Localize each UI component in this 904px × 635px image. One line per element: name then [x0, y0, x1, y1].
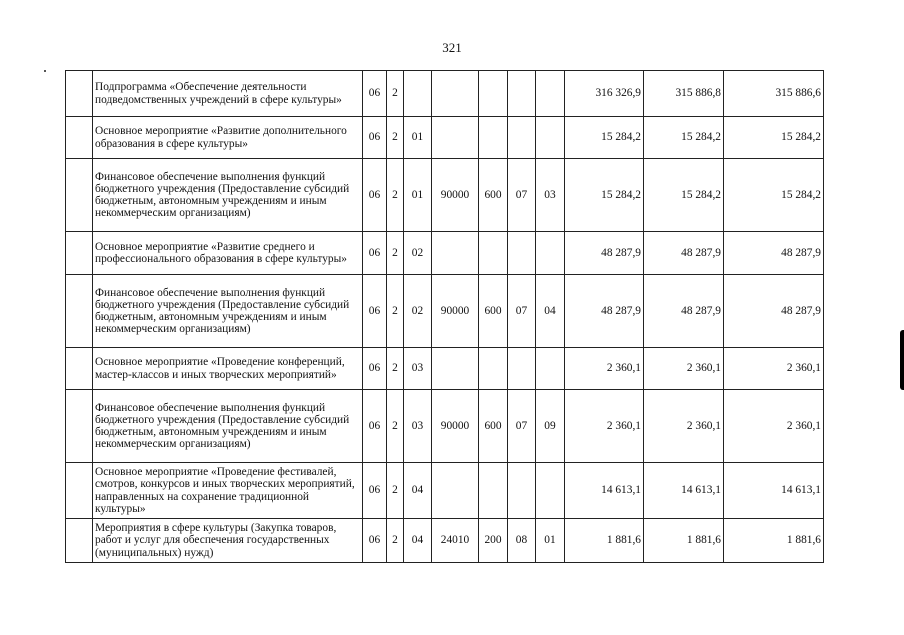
code-expense-type: 600 — [479, 275, 508, 348]
amount-year-2: 14 613,1 — [644, 463, 724, 519]
code-expense-type: 600 — [479, 159, 508, 232]
code-direction — [432, 232, 479, 275]
table-row — [66, 117, 824, 159]
code-subprogram: 2 — [387, 159, 404, 232]
code-direction — [432, 463, 479, 519]
table-row — [66, 275, 824, 348]
amount-year-1: 48 287,9 — [565, 275, 644, 348]
table-row — [66, 463, 824, 519]
amount-year-2: 15 284,2 — [644, 117, 724, 159]
table-row — [66, 390, 824, 463]
code-event: 02 — [404, 232, 432, 275]
amount-year-3: 15 284,2 — [724, 159, 824, 232]
code-subsection — [536, 232, 565, 275]
amount-year-2: 2 360,1 — [644, 348, 724, 390]
code-ministry: 06 — [363, 519, 387, 563]
code-subprogram: 2 — [387, 463, 404, 519]
row-marker-cell — [66, 232, 93, 275]
row-marker-cell — [66, 390, 93, 463]
code-section: 08 — [508, 519, 536, 563]
code-event: 04 — [404, 463, 432, 519]
row-marker-cell — [66, 159, 93, 232]
code-ministry: 06 — [363, 232, 387, 275]
code-ministry: 06 — [363, 275, 387, 348]
row-marker-cell — [66, 117, 93, 159]
code-direction — [432, 71, 479, 117]
row-marker-cell — [66, 348, 93, 390]
row-marker-cell — [66, 71, 93, 117]
code-expense-type: 200 — [479, 519, 508, 563]
code-expense-type — [479, 71, 508, 117]
code-expense-type — [479, 348, 508, 390]
code-section — [508, 71, 536, 117]
code-section: 07 — [508, 275, 536, 348]
code-subprogram: 2 — [387, 117, 404, 159]
code-event: 01 — [404, 159, 432, 232]
amount-year-2: 2 360,1 — [644, 390, 724, 463]
item-name: Основное мероприятие «Развитие среднего и профессионального образования в сфере культуры» — [93, 232, 363, 275]
code-event: 03 — [404, 390, 432, 463]
item-name: Основное мероприятие «Проведение фестивалей, смотров, конкурсов и иных творческих мероприятий, направленных на сохранение традиционной культуры» — [93, 463, 363, 519]
code-event: 03 — [404, 348, 432, 390]
item-name: Финансовое обеспечение выполнения функций бюджетного учреждения (Предоставление субсидий бюджетным, автономным учреждениям и иным некоммерческим организациям) — [93, 390, 363, 463]
code-expense-type: 600 — [479, 390, 508, 463]
code-subsection: 09 — [536, 390, 565, 463]
code-subsection: 04 — [536, 275, 565, 348]
item-name: Финансовое обеспечение выполнения функций бюджетного учреждения (Предоставление субсидий бюджетным, автономным учреждениям и иным некоммерческим организациям) — [93, 159, 363, 232]
code-subsection: 01 — [536, 519, 565, 563]
amount-year-3: 2 360,1 — [724, 390, 824, 463]
code-ministry: 06 — [363, 463, 387, 519]
code-event: 02 — [404, 275, 432, 348]
code-direction — [432, 117, 479, 159]
page-number: 321 — [442, 40, 462, 55]
item-name: Основное мероприятие «Развитие дополнительного образования в сфере культуры» — [93, 117, 363, 159]
code-subprogram: 2 — [387, 519, 404, 563]
amount-year-1: 2 360,1 — [565, 390, 644, 463]
code-direction: 24010 — [432, 519, 479, 563]
item-name: Мероприятия в сфере культуры (Закупка товаров, работ и услуг для обеспечения государственных (муниципальных) нужд) — [93, 519, 363, 563]
code-subprogram: 2 — [387, 275, 404, 348]
code-direction: 90000 — [432, 390, 479, 463]
amount-year-1: 15 284,2 — [565, 117, 644, 159]
code-ministry: 06 — [363, 390, 387, 463]
code-expense-type — [479, 232, 508, 275]
amount-year-3: 48 287,9 — [724, 232, 824, 275]
code-subsection: 03 — [536, 159, 565, 232]
amount-year-3: 315 886,6 — [724, 71, 824, 117]
code-section — [508, 117, 536, 159]
code-event: 04 — [404, 519, 432, 563]
amount-year-3: 2 360,1 — [724, 348, 824, 390]
code-subprogram: 2 — [387, 390, 404, 463]
code-subsection — [536, 463, 565, 519]
code-ministry: 06 — [363, 159, 387, 232]
code-direction: 90000 — [432, 159, 479, 232]
item-name: Подпрограмма «Обеспечение деятельности подведомственных учреждений в сфере культуры» — [93, 71, 363, 117]
item-name: Основное мероприятие «Проведение конференций, мастер-классов и иных творческих мероприятий» — [93, 348, 363, 390]
amount-year-2: 15 284,2 — [644, 159, 724, 232]
amount-year-1: 1 881,6 — [565, 519, 644, 563]
code-subprogram: 2 — [387, 71, 404, 117]
table-row — [66, 232, 824, 275]
table-row — [66, 71, 824, 117]
code-event — [404, 71, 432, 117]
table-row — [66, 348, 824, 390]
code-subsection — [536, 117, 565, 159]
code-section — [508, 463, 536, 519]
amount-year-3: 1 881,6 — [724, 519, 824, 563]
code-ministry: 06 — [363, 348, 387, 390]
amount-year-1: 2 360,1 — [565, 348, 644, 390]
code-direction: 90000 — [432, 275, 479, 348]
code-section: 07 — [508, 159, 536, 232]
amount-year-1: 316 326,9 — [565, 71, 644, 117]
code-expense-type — [479, 463, 508, 519]
scan-edge-artifact — [900, 330, 904, 390]
code-direction — [432, 348, 479, 390]
amount-year-3: 14 613,1 — [724, 463, 824, 519]
amount-year-2: 315 886,8 — [644, 71, 724, 117]
item-name: Финансовое обеспечение выполнения функций бюджетного учреждения (Предоставление субсидий бюджетным, автономным учреждениям и иным некоммерческим организациям) — [93, 275, 363, 348]
row-marker-cell — [66, 463, 93, 519]
table-row — [66, 519, 824, 563]
code-subprogram: 2 — [387, 348, 404, 390]
amount-year-3: 48 287,9 — [724, 275, 824, 348]
amount-year-2: 48 287,9 — [644, 275, 724, 348]
amount-year-1: 15 284,2 — [565, 159, 644, 232]
scan-artifact — [44, 70, 46, 72]
code-subsection — [536, 71, 565, 117]
amount-year-2: 1 881,6 — [644, 519, 724, 563]
amount-year-3: 15 284,2 — [724, 117, 824, 159]
code-section: 07 — [508, 390, 536, 463]
code-subprogram: 2 — [387, 232, 404, 275]
code-ministry: 06 — [363, 71, 387, 117]
amount-year-2: 48 287,9 — [644, 232, 724, 275]
row-marker-cell — [66, 275, 93, 348]
row-marker-cell — [66, 519, 93, 563]
code-subsection — [536, 348, 565, 390]
code-ministry: 06 — [363, 117, 387, 159]
code-event: 01 — [404, 117, 432, 159]
amount-year-1: 14 613,1 — [565, 463, 644, 519]
budget-table — [65, 70, 824, 563]
table-row — [66, 159, 824, 232]
code-section — [508, 348, 536, 390]
amount-year-1: 48 287,9 — [565, 232, 644, 275]
code-section — [508, 232, 536, 275]
code-expense-type — [479, 117, 508, 159]
